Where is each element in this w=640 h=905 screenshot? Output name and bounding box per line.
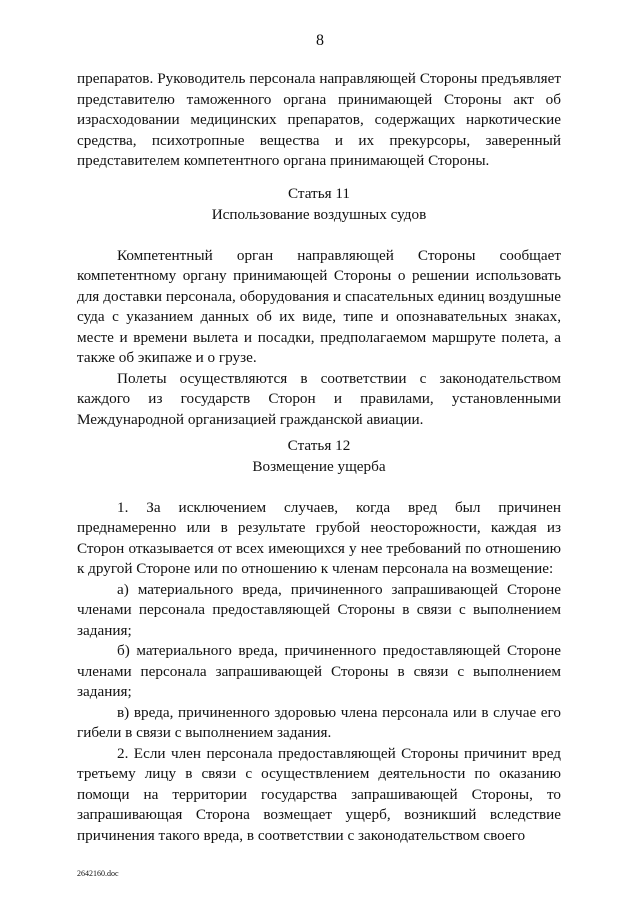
article-11-number: Статья 11 [287, 185, 351, 202]
article-12-item-b: б) материального вреда, причиненного предоставляющей Стороне членами персонала запрашивающей Стороны в связи с выполнением задания; [77, 642, 561, 700]
intro-paragraph-block [77, 69, 561, 172]
article-12-item-v: в) вреда, причиненного здоровью члена персонала или в случае его гибели в связи с выполнением задания. [77, 703, 561, 741]
article-12-item-a: а) материального вреда, причиненного запрашивающей Стороне членами персонала предоставляющей Стороны в связи с выполнением задания; [77, 580, 561, 639]
article-11-paragraph-2: Полеты осуществляются в соответствии с законодательством каждого из государств Сторон и правилами, установленными Международной организацией гражданской авиации. [77, 369, 561, 428]
article-11-title: Использование воздушных судов [211, 205, 427, 223]
article-11-paragraph-1: Компетентный орган направляющей Стороны сообщает компетентному органу принимающей Стороны о решении использовать для доставки персонала, оборудования и спасательных единиц воздушные суда с указанием данных об их виде, типе и опознавательных знаках, месте и времени вылета и посадки, предполагаемом маршруте полета, а также об экипаже и о грузе. [77, 246, 561, 366]
footer-filename: 2642160.doc [77, 869, 119, 878]
article-12-number: Статья 12 [287, 437, 351, 454]
intro-paragraph: препаратов. Руководитель персонала направляющей Стороны предъявляет представителю таможенного органа принимающей Стороны акт об израсходовании медицинских препаратов, содержащих наркотические средства, психотропные вещества и их прекурсоры, заверенный представителем компетентного органа принимающей Стороны. [77, 70, 561, 169]
article-12-paragraph-1: 1. За исключением случаев, когда вред был причинен преднамеренно или в результате грубой неосторожности, каждая из Сторон отказывается от всех имеющихся у нее требований по отношению к другой Стороне или по отношению к членам персонала на возмещение: [77, 498, 561, 577]
article-12-paragraph-2: 2. Если член персонала предоставляющей Стороны причинит вред третьему лицу в связи с осуществлением деятельности по оказанию помощи на территории государства запрашивающей Стороны, то запрашивающая Сторона возмещает ущерб, возникший вследствие причинения такого вреда, в соответствии с законодательством своего [77, 744, 561, 844]
page-number: 8 [316, 32, 324, 49]
article-12 [77, 436, 561, 846]
article-11 [77, 184, 561, 430]
article-12-title: Возмещение ущерба [252, 457, 386, 475]
